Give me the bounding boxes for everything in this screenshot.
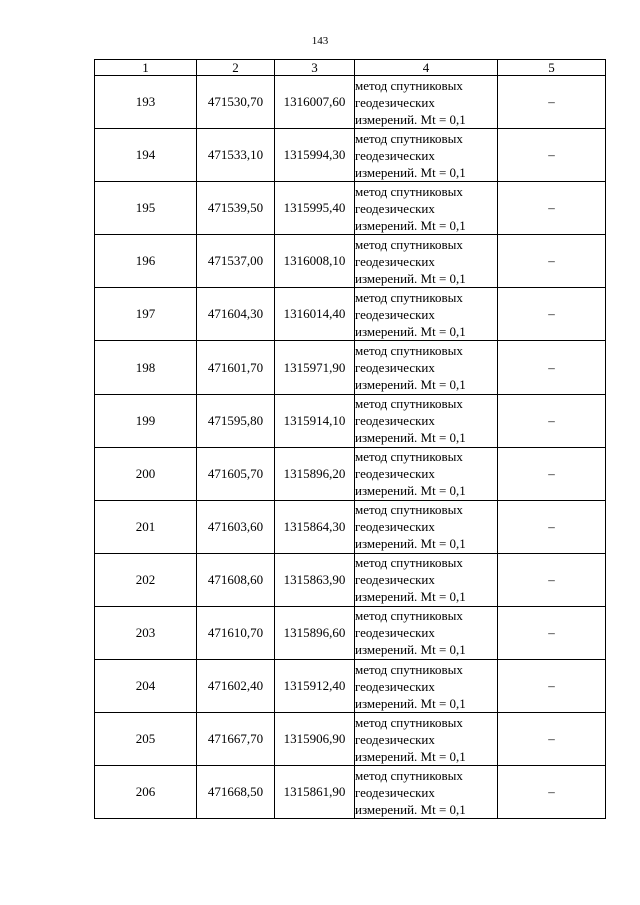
table-row bbox=[95, 76, 606, 129]
method-line: метод спутниковых bbox=[355, 183, 463, 199]
method-line: метод спутниковых bbox=[355, 130, 463, 146]
note-cell: – bbox=[498, 500, 606, 553]
method-cell bbox=[355, 766, 498, 819]
y-coordinate-cell: 1316008,10 bbox=[275, 235, 355, 288]
method-line: метод спутниковых bbox=[355, 555, 463, 571]
method-cell bbox=[355, 341, 498, 394]
y-coordinate-cell: 1315861,90 bbox=[275, 766, 355, 819]
method-line: геодезических bbox=[355, 678, 435, 694]
point-number-cell: 193 bbox=[95, 76, 197, 129]
table-row bbox=[95, 660, 606, 713]
point-number-cell: 200 bbox=[95, 447, 197, 500]
x-coordinate-cell: 471603,60 bbox=[197, 500, 275, 553]
x-coordinate-cell: 471605,70 bbox=[197, 447, 275, 500]
point-number-cell: 197 bbox=[95, 288, 197, 341]
point-number-cell: 198 bbox=[95, 341, 197, 394]
note-cell: – bbox=[498, 76, 606, 129]
table-row bbox=[95, 182, 606, 235]
coordinates-table bbox=[94, 59, 606, 819]
method-line: измерений. Mt = 0,1 bbox=[355, 217, 466, 233]
column-header: 4 bbox=[355, 60, 498, 76]
method-line: измерений. Mt = 0,1 bbox=[355, 483, 466, 499]
point-number-cell: 205 bbox=[95, 713, 197, 766]
table-row bbox=[95, 713, 606, 766]
method-line: геодезических bbox=[355, 784, 435, 800]
table-row bbox=[95, 235, 606, 288]
x-coordinate-cell: 471667,70 bbox=[197, 713, 275, 766]
table-row bbox=[95, 447, 606, 500]
point-number-cell: 194 bbox=[95, 129, 197, 182]
method-line: геодезических bbox=[355, 466, 435, 482]
y-coordinate-cell: 1315863,90 bbox=[275, 553, 355, 606]
method-line: метод спутниковых bbox=[355, 343, 463, 359]
method-line: геодезических bbox=[355, 413, 435, 429]
table-row bbox=[95, 341, 606, 394]
method-line: измерений. Mt = 0,1 bbox=[355, 377, 466, 393]
x-coordinate-cell: 471608,60 bbox=[197, 553, 275, 606]
table-row bbox=[95, 288, 606, 341]
method-line: измерений. Mt = 0,1 bbox=[355, 164, 466, 180]
method-cell bbox=[355, 235, 498, 288]
method-line: метод спутниковых bbox=[355, 608, 463, 624]
point-number-cell: 195 bbox=[95, 182, 197, 235]
method-cell bbox=[355, 129, 498, 182]
x-coordinate-cell: 471537,00 bbox=[197, 235, 275, 288]
y-coordinate-cell: 1315994,30 bbox=[275, 129, 355, 182]
method-line: измерений. Mt = 0,1 bbox=[355, 695, 466, 711]
table-row bbox=[95, 129, 606, 182]
method-line: метод спутниковых bbox=[355, 396, 463, 412]
method-cell bbox=[355, 394, 498, 447]
method-line: измерений. Mt = 0,1 bbox=[355, 801, 466, 817]
point-number-cell: 206 bbox=[95, 766, 197, 819]
point-number-cell: 199 bbox=[95, 394, 197, 447]
method-line: геодезических bbox=[355, 147, 435, 163]
table-row bbox=[95, 394, 606, 447]
note-cell: – bbox=[498, 182, 606, 235]
point-number-cell: 202 bbox=[95, 553, 197, 606]
method-line: геодезических bbox=[355, 360, 435, 376]
x-coordinate-cell: 471539,50 bbox=[197, 182, 275, 235]
note-cell: – bbox=[498, 766, 606, 819]
y-coordinate-cell: 1315971,90 bbox=[275, 341, 355, 394]
method-line: геодезических bbox=[355, 200, 435, 216]
method-line: измерений. Mt = 0,1 bbox=[355, 323, 466, 339]
note-cell: – bbox=[498, 394, 606, 447]
method-line: геодезических bbox=[355, 306, 435, 322]
method-line: геодезических bbox=[355, 253, 435, 269]
note-cell: – bbox=[498, 288, 606, 341]
method-cell bbox=[355, 660, 498, 713]
note-cell: – bbox=[498, 235, 606, 288]
column-header: 1 bbox=[95, 60, 197, 76]
note-cell: – bbox=[498, 447, 606, 500]
method-line: метод спутниковых bbox=[355, 449, 463, 465]
method-line: геодезических bbox=[355, 94, 435, 110]
note-cell: – bbox=[498, 660, 606, 713]
column-header: 2 bbox=[197, 60, 275, 76]
method-cell bbox=[355, 500, 498, 553]
y-coordinate-cell: 1315912,40 bbox=[275, 660, 355, 713]
x-coordinate-cell: 471595,80 bbox=[197, 394, 275, 447]
table-row bbox=[95, 766, 606, 819]
point-number-cell: 196 bbox=[95, 235, 197, 288]
method-line: измерений. Mt = 0,1 bbox=[355, 111, 466, 127]
point-number-cell: 204 bbox=[95, 660, 197, 713]
method-line: метод спутниковых bbox=[355, 289, 463, 305]
note-cell: – bbox=[498, 341, 606, 394]
method-cell bbox=[355, 76, 498, 129]
method-line: геодезических bbox=[355, 519, 435, 535]
y-coordinate-cell: 1315864,30 bbox=[275, 500, 355, 553]
method-line: геодезических bbox=[355, 731, 435, 747]
y-coordinate-cell: 1315896,20 bbox=[275, 447, 355, 500]
x-coordinate-cell: 471610,70 bbox=[197, 606, 275, 659]
note-cell: – bbox=[498, 713, 606, 766]
y-coordinate-cell: 1315906,90 bbox=[275, 713, 355, 766]
column-header: 5 bbox=[498, 60, 606, 76]
x-coordinate-cell: 471533,10 bbox=[197, 129, 275, 182]
method-line: измерений. Mt = 0,1 bbox=[355, 536, 466, 552]
y-coordinate-cell: 1316014,40 bbox=[275, 288, 355, 341]
method-line: метод спутниковых bbox=[355, 661, 463, 677]
method-line: измерений. Mt = 0,1 bbox=[355, 642, 466, 658]
method-line: метод спутниковых bbox=[355, 236, 463, 252]
method-line: измерений. Mt = 0,1 bbox=[355, 748, 466, 764]
note-cell: – bbox=[498, 606, 606, 659]
point-number-cell: 201 bbox=[95, 500, 197, 553]
method-line: геодезических bbox=[355, 625, 435, 641]
note-cell: – bbox=[498, 129, 606, 182]
page-number: 143 bbox=[311, 35, 329, 47]
method-cell bbox=[355, 713, 498, 766]
x-coordinate-cell: 471668,50 bbox=[197, 766, 275, 819]
table-row bbox=[95, 500, 606, 553]
table-row bbox=[95, 553, 606, 606]
method-line: измерений. Mt = 0,1 bbox=[355, 589, 466, 605]
y-coordinate-cell: 1315896,60 bbox=[275, 606, 355, 659]
x-coordinate-cell: 471601,70 bbox=[197, 341, 275, 394]
x-coordinate-cell: 471530,70 bbox=[197, 76, 275, 129]
y-coordinate-cell: 1315914,10 bbox=[275, 394, 355, 447]
y-coordinate-cell: 1315995,40 bbox=[275, 182, 355, 235]
method-line: метод спутниковых bbox=[355, 77, 463, 93]
point-number-cell: 203 bbox=[95, 606, 197, 659]
method-line: метод спутниковых bbox=[355, 502, 463, 518]
column-header: 3 bbox=[275, 60, 355, 76]
x-coordinate-cell: 471602,40 bbox=[197, 660, 275, 713]
method-cell bbox=[355, 288, 498, 341]
method-cell bbox=[355, 606, 498, 659]
method-line: метод спутниковых bbox=[355, 714, 463, 730]
method-cell bbox=[355, 182, 498, 235]
method-line: измерений. Mt = 0,1 bbox=[355, 430, 466, 446]
table-row bbox=[95, 606, 606, 659]
method-line: метод спутниковых bbox=[355, 767, 463, 783]
method-line: геодезических bbox=[355, 572, 435, 588]
method-line: измерений. Mt = 0,1 bbox=[355, 270, 466, 286]
method-cell bbox=[355, 553, 498, 606]
method-cell bbox=[355, 447, 498, 500]
note-cell: – bbox=[498, 553, 606, 606]
x-coordinate-cell: 471604,30 bbox=[197, 288, 275, 341]
y-coordinate-cell: 1316007,60 bbox=[275, 76, 355, 129]
table-header-row bbox=[95, 60, 606, 76]
